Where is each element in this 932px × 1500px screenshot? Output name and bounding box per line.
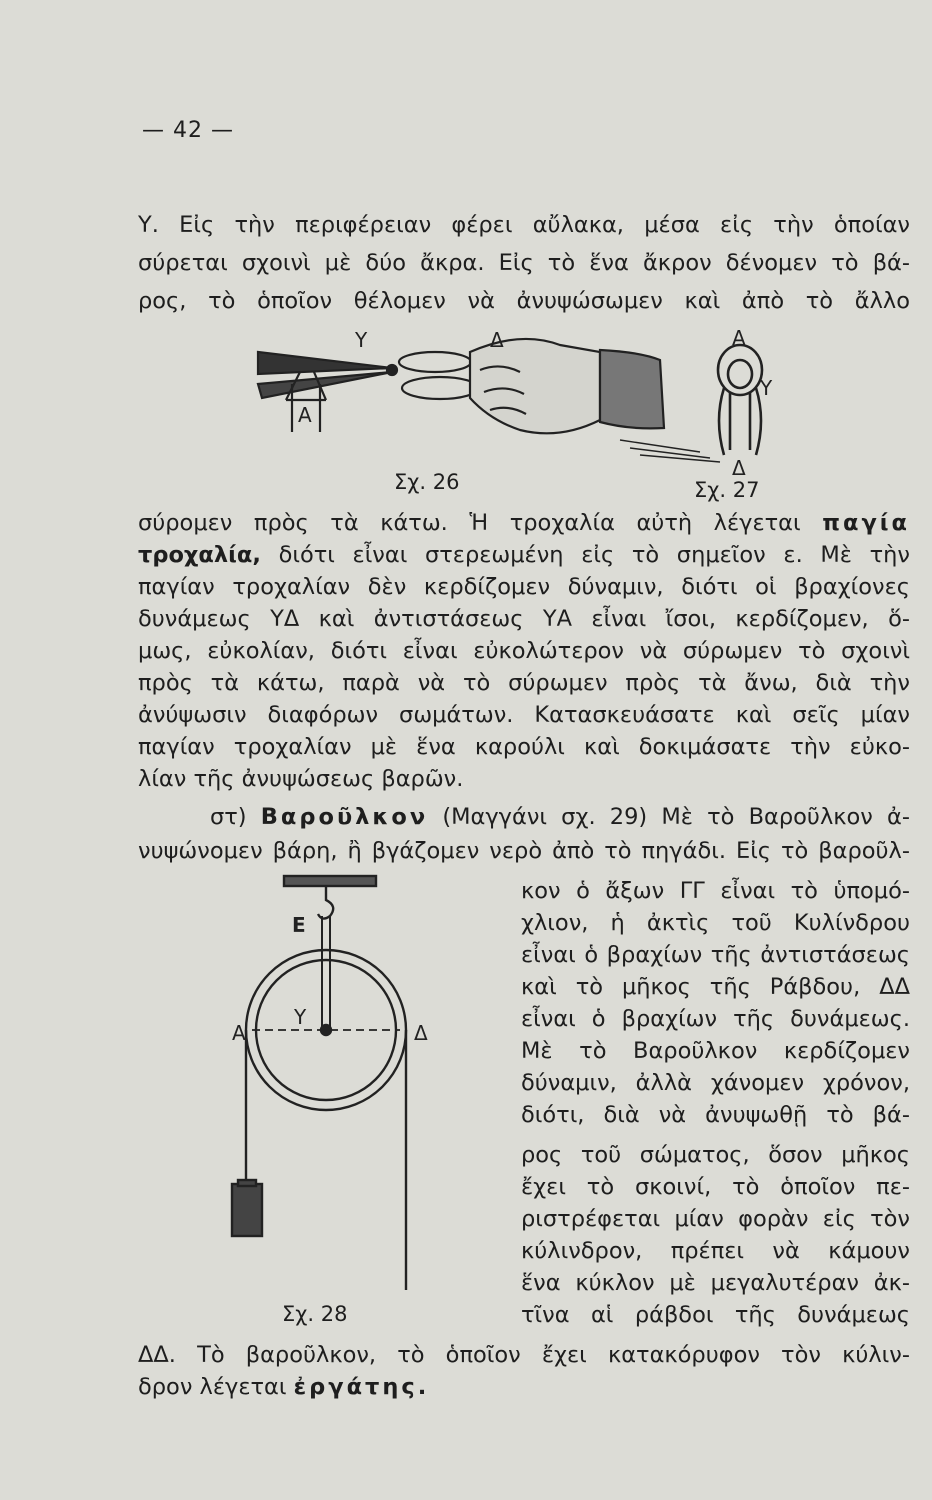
- fig28-label-d: Δ: [414, 1021, 428, 1045]
- text-line: ἕνα κύκλον μὲ μεγαλυτέραν ἀκ-: [521, 1270, 910, 1296]
- text-line: ριστρέφεται μίαν φορὰν εἰς τὸν: [521, 1206, 910, 1232]
- text-line: Υ. Εἰς τὴν περιφέρειαν φέρει αὔλακα, μέσα εἰς τὴν ὁποίαν: [138, 212, 910, 238]
- text-line: ἀνύψωσιν διαφόρων σωμάτων. Κατασκευάσατε καὶ σεῖς μίαν: [138, 702, 910, 728]
- term-pagia: παγία: [822, 510, 910, 536]
- text-line: σύρεται σχοινὶ μὲ δύο ἄκρα. Εἰς τὸ ἕνα ἄκρον δένομεν τὸ βά-: [138, 250, 910, 276]
- figure-28-fixed-pulley: [232, 876, 406, 1290]
- fig26-label-y: Υ: [355, 328, 368, 352]
- text-line: ρος τοῦ σώματος, ὅσον μῆκος: [521, 1142, 910, 1168]
- text-line: εἶναι ὁ βραχίων τῆς δυνάμεως.: [521, 1006, 910, 1032]
- text-line: νυψώνομεν βάρη, ἢ βγάζομεν νερὸ ἀπὸ τὸ πηγάδι. Εἰς τὸ βαροῦλ-: [138, 838, 910, 864]
- text-line: ρος, τὸ ὁποῖον θέλομεν νὰ ἀνυψώσωμεν καὶ ἀπὸ τὸ ἄλλο: [138, 288, 910, 314]
- text-line: παγίαν τροχαλίαν μὲ ἕνα καρούλι καὶ δοκιμάσατε τὴν εὐκο-: [138, 734, 910, 760]
- fig28-label-y: Υ: [294, 1005, 307, 1029]
- term-ergatis: ἐργάτης.: [293, 1374, 430, 1400]
- fig27-caption: Σχ. 27: [694, 478, 760, 502]
- text-line: διότι, διὰ νὰ ἀνυψωθῇ τὸ βά-: [521, 1102, 910, 1128]
- text-span: διότι εἶναι στερεωμένη εἰς τὸ σημεῖον ε. Μὲ τὴν: [260, 542, 910, 568]
- text-line: δυνάμεως ΥΔ καὶ ἀντιστάσεως ΥΑ εἶναι ἴσοι, κερδίζομεν, ὅ-: [138, 606, 910, 632]
- text-line: κον ὁ ἄξων ΓΓ εἶναι τὸ ὑπομό-: [521, 878, 910, 904]
- text-line: ἔχει τὸ σκοινί, τὸ ὁποῖον πε-: [521, 1174, 910, 1200]
- fig27-label-d: Δ: [732, 456, 746, 480]
- text-line: [138, 1372, 910, 1402]
- fig28-label-a: Α: [232, 1021, 246, 1045]
- text-line: ΔΔ. Τὸ βαροῦλκον, τὸ ὁποῖον ἔχει κατακόρυφον τὸν κύλιν-: [138, 1342, 910, 1368]
- fig28-caption: Σχ. 28: [282, 1302, 348, 1326]
- text-span: στ): [210, 804, 261, 830]
- fig26-caption: Σχ. 26: [394, 470, 460, 494]
- text-span: (Μαγγάνι σχ. 29) Μὲ τὸ Βαροῦλκον ἀ-: [428, 804, 910, 830]
- text-line: καὶ τὸ μῆκος τῆς Ράβδου, ΔΔ: [521, 974, 910, 1000]
- fig26-label-a: Α: [298, 403, 312, 427]
- text-line: τῖνα αἱ ράβδοι τῆς δυνάμεως: [521, 1302, 910, 1328]
- fig27-label-a: Α: [732, 326, 746, 350]
- text-line: δύναμιν, ἀλλὰ χάνομεν χρόνον,: [521, 1070, 910, 1096]
- text-line: πρὸς τὰ κάτω, παρὰ νὰ τὸ σύρωμεν πρὸς τὰ ἄνω, διὰ τὴν: [138, 670, 910, 696]
- page-number: — 42 —: [142, 118, 234, 143]
- text-line: λίαν τῆς ἀνυψώσεως βαρῶν.: [138, 766, 464, 792]
- fig26-label-d: Δ: [490, 328, 504, 352]
- text-span: σύρομεν πρὸς τὰ κάτω. Ἡ τροχαλία αὐτὴ λέγεται: [138, 510, 801, 536]
- term-baroulkon: Βαροῦλκον: [260, 804, 429, 830]
- term-trochalia: τροχαλία,: [138, 542, 261, 568]
- fig28-label-e: Ε: [292, 913, 306, 937]
- text-line: χλιον, ἡ ἀκτὶς τοῦ Κυλίνδρου: [521, 910, 910, 936]
- text-line: Μὲ τὸ Βαροῦλκον κερδίζομεν: [521, 1038, 910, 1064]
- text-line: μως, εὐκολίαν, διότι εἶναι εὐκολώτερον νὰ σύρωμεν τὸ σχοινὶ: [138, 638, 910, 664]
- text-span: δρον λέγεται: [138, 1374, 294, 1400]
- text-line: κύλινδρον, πρέπει νὰ κάμουν: [521, 1238, 910, 1264]
- text-line: εἶναι ὁ βραχίων τῆς ἀντιστάσεως: [521, 942, 910, 968]
- fig27-label-y: Υ: [760, 376, 773, 400]
- text-line: παγίαν τροχαλίαν δὲν κερδίζομεν δύναμιν, διότι οἱ βραχίονες: [138, 574, 910, 600]
